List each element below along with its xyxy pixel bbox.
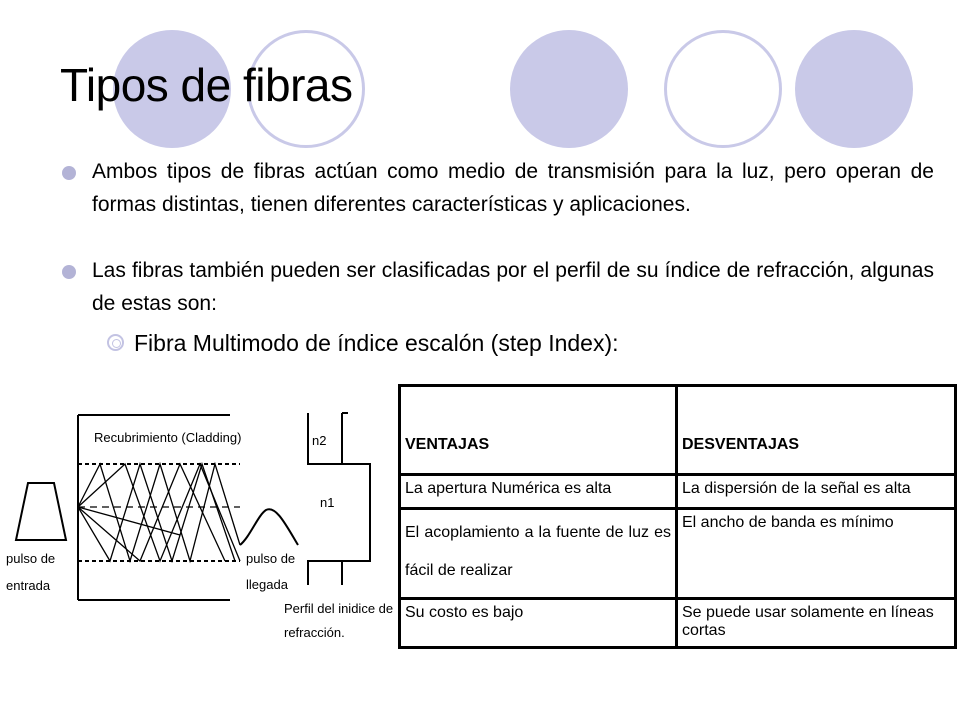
table-cell: La dispersión de la señal es alta [677, 475, 956, 509]
light-rays [78, 464, 240, 561]
n2-label: n2 [312, 433, 327, 448]
slide-title: Tipos de fibras [60, 59, 353, 111]
input-pulse-label-2: entrada [6, 578, 51, 593]
sub-bullet-text: Fibra Multimodo de índice escalón (step Index): [134, 330, 619, 356]
header-advantages: VENTAJAS [400, 386, 677, 475]
bullet-dot-2 [62, 265, 76, 279]
table-cell: Su costo es bajo [400, 599, 677, 648]
table-cell: La apertura Numérica es alta [400, 475, 677, 509]
profile-label-2: refracción. [284, 625, 345, 640]
decor-ring-4 [664, 30, 782, 148]
input-pulse-shape [16, 483, 66, 540]
output-pulse-shape [240, 509, 298, 545]
bullet-text-2: Las fibras también pueden ser clasificadas por el perfil de su índice de refracción, algunas de estas son: [92, 259, 934, 315]
table-cell: Se puede usar solamente en líneas cortas [677, 599, 956, 648]
decor-circle-5 [795, 30, 913, 148]
bullet-text-1: Ambos tipos de fibras actúan como medio de transmisión para la luz, pero operan de formas distintas, tienen diferentes características y aplicaciones. [92, 160, 934, 216]
bullet-dot-1 [62, 166, 76, 180]
profile-label-1: Perfil del inidice de [284, 601, 394, 616]
advantages-table [398, 384, 957, 649]
decor-circle-3 [510, 30, 628, 148]
output-pulse-label-2: llegada [246, 577, 288, 592]
output-pulse-label-1: pulso de [246, 551, 296, 566]
table-cell: El ancho de banda es mínimo [677, 509, 956, 599]
cladding-label: Recubrimiento (Cladding) [94, 430, 242, 445]
input-pulse-label-1: pulso de [6, 551, 56, 566]
n1-label: n1 [320, 495, 335, 510]
header-disadvantages: DESVENTAJAS [677, 386, 956, 475]
table-cell: El acoplamiento a la fuente de luz es fácil de realizar [400, 509, 677, 599]
step-index-fiber-diagram [0, 385, 396, 665]
sub-bullet-icon [107, 334, 124, 351]
